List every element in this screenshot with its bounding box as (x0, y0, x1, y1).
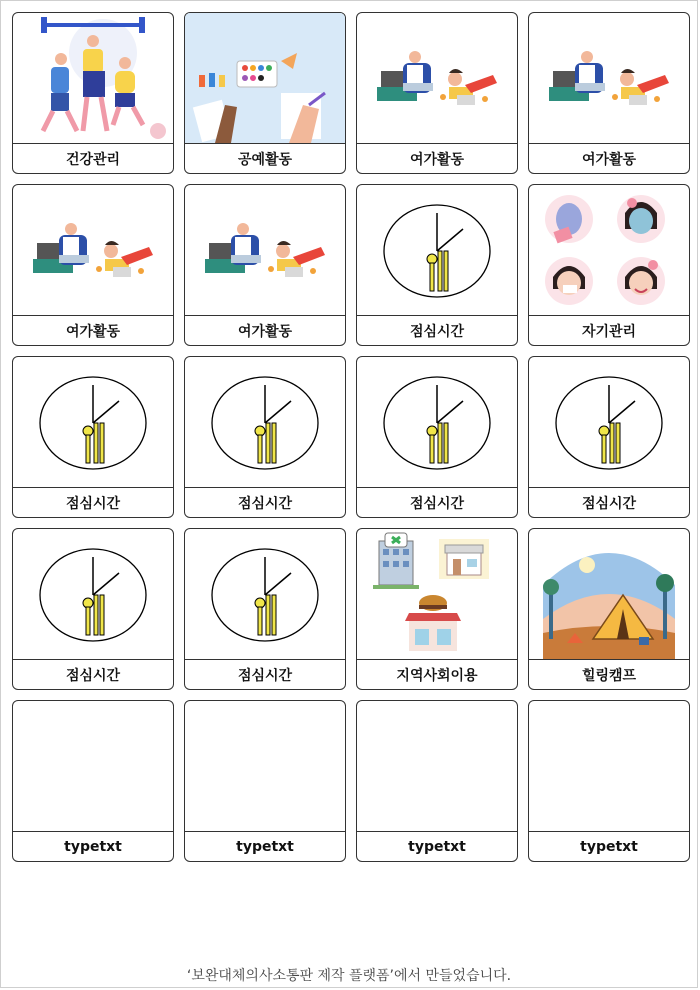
footer-credit: ‘보완대체의사소통판 제작 플랫폼’에서 만들었습니다. (186, 968, 512, 984)
symbol-label: 힐링캠프 (581, 667, 637, 684)
symbol-card[interactable] (12, 528, 174, 690)
symbol-card[interactable] (356, 700, 518, 862)
symbol-label: 점심시간 (409, 495, 465, 512)
symbol-card[interactable] (184, 700, 346, 862)
symbol-card[interactable] (184, 356, 346, 518)
symbol-label: typetxt (408, 838, 466, 855)
symbol-card[interactable] (12, 356, 174, 518)
symbol-label: 여가활동 (409, 151, 465, 168)
community-illustration-icon (357, 529, 517, 660)
clock-spoon-chopsticks-icon (357, 185, 517, 316)
symbol-card[interactable] (528, 12, 690, 174)
clock-spoon-chopsticks-icon (529, 357, 689, 488)
leisure-illustration-icon (185, 185, 345, 316)
symbol-card[interactable] (12, 700, 174, 862)
symbol-label: 여가활동 (581, 151, 637, 168)
clock-spoon-chopsticks-icon (13, 529, 173, 660)
symbol-label: 점심시간 (409, 323, 465, 340)
symbol-card[interactable] (12, 184, 174, 346)
symbol-label: 점심시간 (581, 495, 637, 512)
symbol-label: 자기관리 (581, 323, 637, 340)
symbol-card[interactable] (356, 12, 518, 174)
symbol-label: typetxt (236, 838, 294, 855)
fitness-illustration-icon (13, 13, 173, 144)
symbol-card[interactable] (184, 528, 346, 690)
symbol-card[interactable] (184, 12, 346, 174)
symbol-card[interactable] (356, 184, 518, 346)
leisure-illustration-icon (13, 185, 173, 316)
leisure-illustration-icon (529, 13, 689, 144)
symbol-label: typetxt (580, 838, 638, 855)
symbol-label: 여가활동 (237, 323, 293, 340)
symbol-label: typetxt (64, 838, 122, 855)
symbol-label: 공예활동 (237, 151, 293, 168)
symbol-label: 점심시간 (237, 495, 293, 512)
blank-image (185, 701, 345, 832)
symbol-label: 점심시간 (65, 667, 121, 684)
blank-image (529, 701, 689, 832)
blank-image (13, 701, 173, 832)
symbol-card[interactable] (184, 184, 346, 346)
symbol-label: 점심시간 (237, 667, 293, 684)
blank-image (357, 701, 517, 832)
symbol-label: 지역사회이용 (396, 667, 478, 684)
symbol-card[interactable] (528, 700, 690, 862)
symbol-grid (12, 12, 690, 862)
symbol-card[interactable] (356, 528, 518, 690)
symbol-card[interactable] (528, 528, 690, 690)
symbol-label: 점심시간 (65, 495, 121, 512)
clock-spoon-chopsticks-icon (357, 357, 517, 488)
symbol-label: 건강관리 (65, 151, 121, 168)
symbol-card[interactable] (12, 12, 174, 174)
clock-spoon-chopsticks-icon (13, 357, 173, 488)
symbol-card[interactable] (528, 184, 690, 346)
clock-spoon-chopsticks-icon (185, 357, 345, 488)
symbol-card[interactable] (356, 356, 518, 518)
skincare-illustration-icon (529, 185, 689, 316)
craft-illustration-icon (185, 13, 345, 144)
symbol-card[interactable] (528, 356, 690, 518)
camping-illustration-icon (529, 529, 689, 660)
symbol-label: 여가활동 (65, 323, 121, 340)
leisure-illustration-icon (357, 13, 517, 144)
clock-spoon-chopsticks-icon (185, 529, 345, 660)
